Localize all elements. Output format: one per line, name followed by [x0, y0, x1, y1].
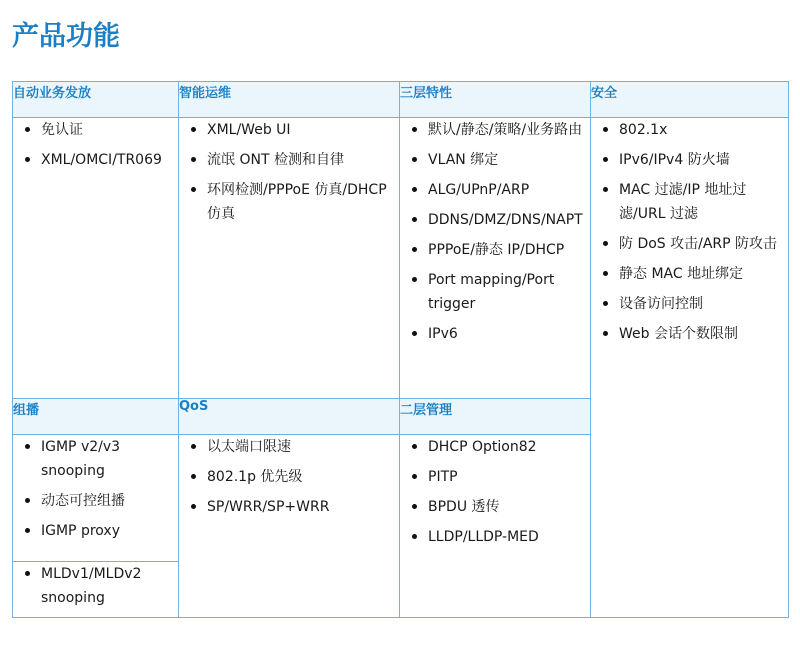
list-item: 默认/静态/策略/业务路由 — [400, 118, 590, 142]
list-item: XML/Web UI — [179, 118, 399, 142]
list-item: 802.1p 优先级 — [179, 465, 399, 489]
list-item: 环网检测/PPPoE 仿真/DHCP 仿真 — [179, 178, 399, 226]
list-item: IPv6 — [400, 322, 590, 346]
list-item: 802.1x — [591, 118, 788, 142]
cell-smart-ops — [179, 118, 400, 399]
list-item: ALG/UPnP/ARP — [400, 178, 590, 202]
auto-service-list — [13, 118, 178, 172]
header-smart-ops: 智能运维 — [179, 82, 400, 118]
list-item: 防 DoS 攻击/ARP 防攻击 — [591, 232, 788, 256]
cell-security — [591, 118, 789, 618]
body-row-1 — [13, 118, 789, 399]
cell-layer3 — [400, 118, 591, 399]
list-item: 设备访问控制 — [591, 292, 788, 316]
header-security: 安全 — [591, 82, 789, 118]
layer3-list — [400, 118, 590, 346]
multicast-list — [13, 435, 178, 543]
list-item: 流氓 ONT 检测和自律 — [179, 148, 399, 172]
list-item: IGMP v2/v3 snooping — [13, 435, 178, 483]
cell-auto-service — [13, 118, 179, 399]
list-item: IPv6/IPv4 防火墙 — [591, 148, 788, 172]
list-item: 以太端口限速 — [179, 435, 399, 459]
cell-layer2 — [400, 435, 591, 618]
header-multicast: 组播 — [13, 399, 179, 435]
list-item: BPDU 透传 — [400, 495, 590, 519]
list-item: PPPoE/静态 IP/DHCP — [400, 238, 590, 262]
cell-multicast-extra — [13, 562, 179, 618]
qos-list — [179, 435, 399, 519]
smart-ops-list — [179, 118, 399, 226]
list-item: 免认证 — [13, 118, 178, 142]
cell-qos — [179, 435, 400, 618]
page-title: 产品功能 — [12, 21, 120, 52]
list-item: DDNS/DMZ/DNS/NAPT — [400, 208, 590, 232]
list-item: XML/OMCI/TR069 — [13, 148, 178, 172]
multicast-extra-list — [13, 562, 178, 610]
header-row — [13, 82, 789, 118]
list-item: 静态 MAC 地址绑定 — [591, 262, 788, 286]
header-auto-service: 自动业务发放 — [13, 82, 179, 118]
list-item: MLDv1/MLDv2 snooping — [13, 562, 178, 610]
list-item: Port mapping/Port trigger — [400, 268, 590, 316]
list-item: VLAN 绑定 — [400, 148, 590, 172]
cell-multicast — [13, 435, 179, 562]
layer2-list — [400, 435, 590, 549]
header-layer2: 二层管理 — [400, 399, 591, 435]
list-item: PITP — [400, 465, 590, 489]
list-item: 动态可控组播 — [13, 489, 178, 513]
list-item: LLDP/LLDP-MED — [400, 525, 590, 549]
list-item: IGMP proxy — [13, 519, 178, 543]
list-item: SP/WRR/SP+WRR — [179, 495, 399, 519]
security-list — [591, 118, 788, 346]
list-item: MAC 过滤/IP 地址过滤/URL 过滤 — [591, 178, 788, 226]
header-layer3: 三层特性 — [400, 82, 591, 118]
list-item: DHCP Option82 — [400, 435, 590, 459]
header-qos: QoS — [179, 399, 400, 435]
features-table — [12, 81, 789, 618]
list-item: Web 会话个数限制 — [591, 322, 788, 346]
